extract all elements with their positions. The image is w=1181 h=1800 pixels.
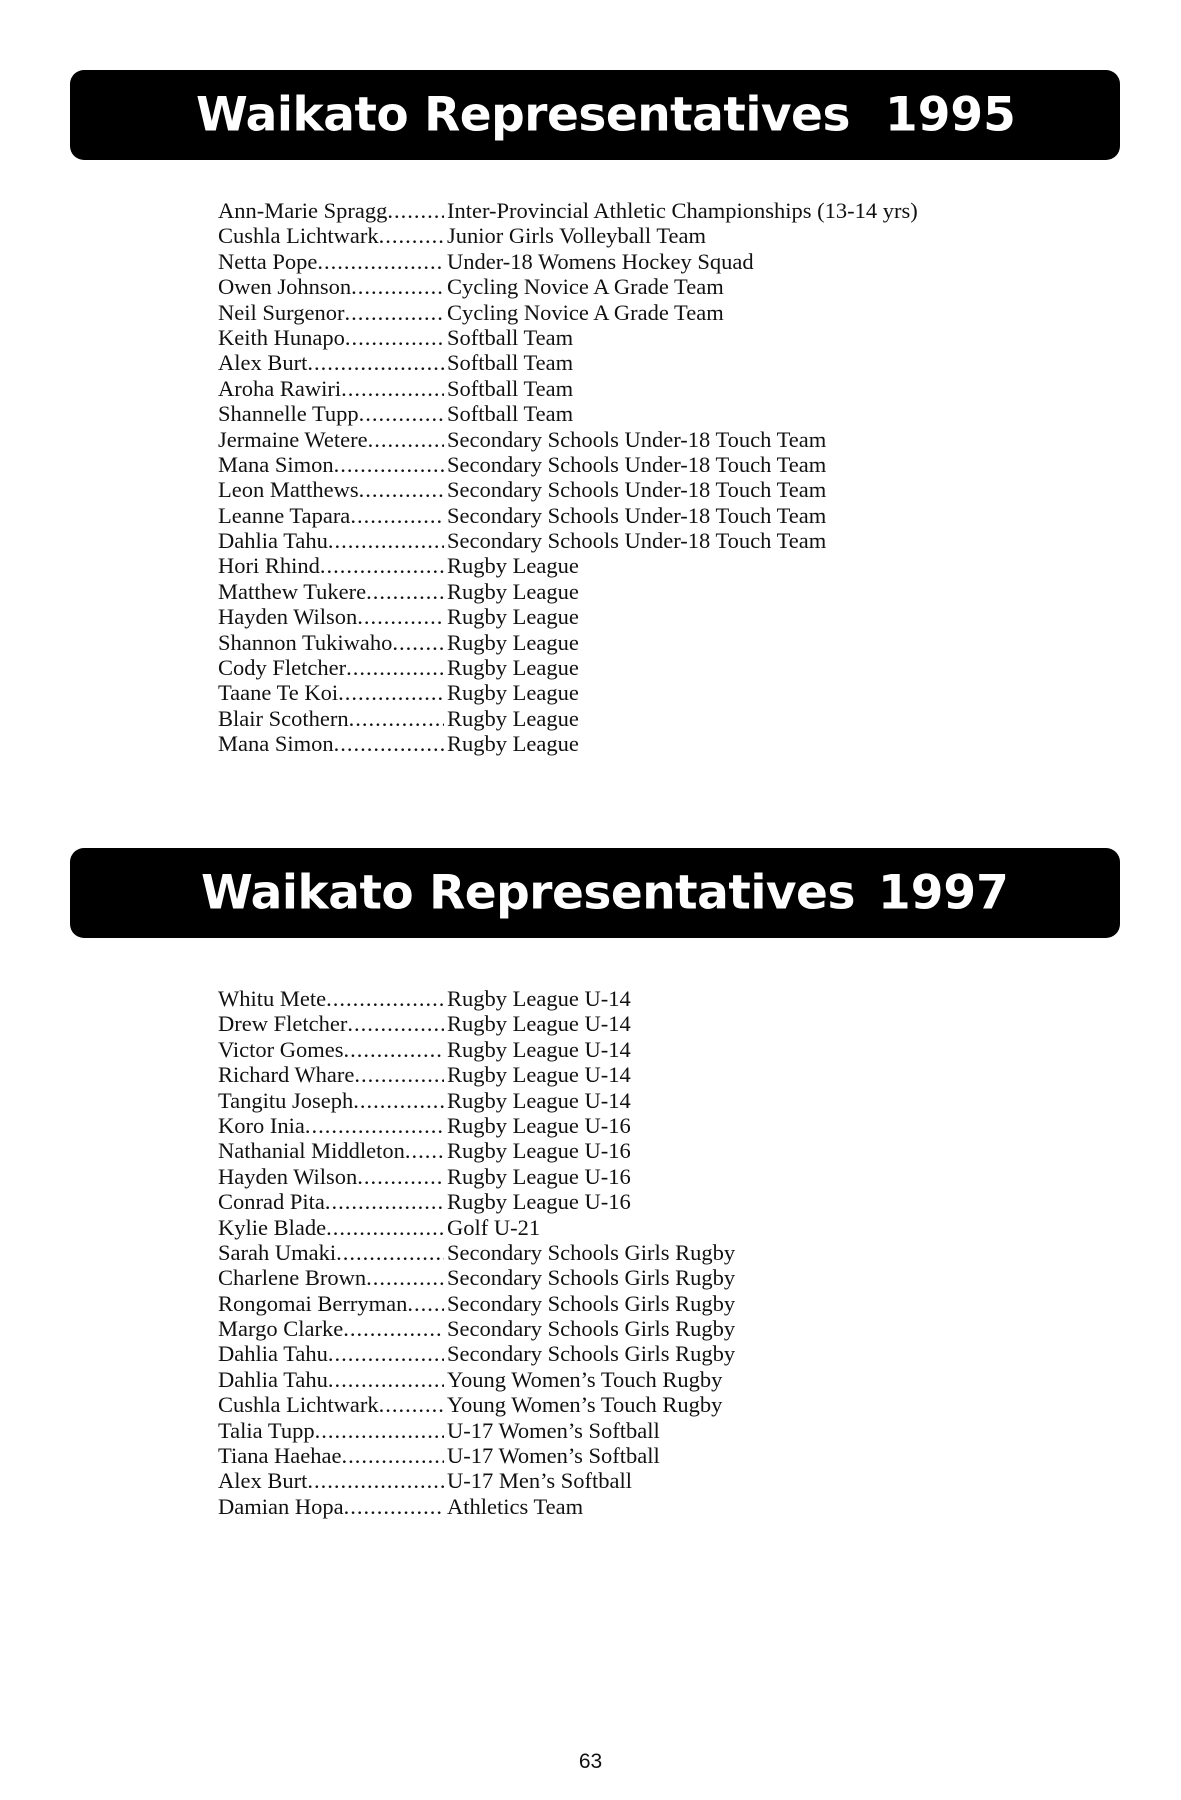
representative-event: Softball Team bbox=[447, 324, 574, 350]
representative-name: Richard Whare bbox=[218, 1062, 355, 1088]
representative-event: Secondary Schools Girls Rugby bbox=[447, 1290, 736, 1316]
dot-leader bbox=[315, 1418, 444, 1443]
representative-name: Cushla Lichtwark bbox=[218, 1392, 379, 1418]
representative-event: Rugby League U-16 bbox=[447, 1163, 631, 1189]
dot-leader bbox=[387, 198, 444, 223]
representative-event: Secondary Schools Under-18 Touch Team bbox=[447, 528, 827, 554]
representative-name: Ann-Marie Spragg bbox=[218, 198, 388, 223]
dot-leader bbox=[343, 1316, 444, 1341]
representative-name: Conrad Pita bbox=[218, 1189, 325, 1215]
list-item bbox=[218, 553, 978, 578]
list-item bbox=[218, 452, 978, 477]
representative-event: Rugby League U-16 bbox=[447, 1112, 631, 1138]
dot-leader bbox=[334, 731, 444, 756]
dot-leader bbox=[342, 1443, 445, 1468]
dot-leader bbox=[326, 986, 444, 1011]
representative-name: Tangitu Joseph bbox=[218, 1087, 354, 1113]
dot-leader bbox=[392, 630, 444, 655]
dot-leader bbox=[379, 1392, 444, 1417]
list-item bbox=[218, 503, 978, 528]
representative-name: Cushla Lichtwark bbox=[218, 223, 379, 249]
list-item bbox=[218, 579, 978, 604]
representative-name: Keith Hunapo bbox=[218, 324, 345, 350]
representative-event: Secondary Schools Girls Rugby bbox=[447, 1239, 736, 1265]
dot-leader bbox=[320, 553, 444, 578]
representative-name: Leon Matthews bbox=[218, 477, 359, 503]
dot-leader bbox=[351, 274, 444, 299]
dot-leader bbox=[307, 350, 444, 375]
representative-event: Rugby League bbox=[447, 553, 579, 579]
representative-name: Alex Burt bbox=[218, 350, 308, 376]
representative-event: Young Women’s Touch Rugby bbox=[447, 1366, 723, 1392]
representative-name: Kylie Blade bbox=[218, 1214, 327, 1240]
dot-leader bbox=[326, 1215, 444, 1240]
dot-leader bbox=[349, 706, 444, 731]
dot-leader bbox=[359, 477, 444, 502]
list-item bbox=[218, 655, 978, 680]
list-item bbox=[218, 630, 978, 655]
representative-event: Under-18 Womens Hockey Squad bbox=[447, 248, 754, 274]
list-item bbox=[218, 1392, 978, 1417]
list-item bbox=[218, 706, 978, 731]
representative-event: Secondary Schools Girls Rugby bbox=[447, 1265, 736, 1291]
list-item bbox=[218, 1468, 978, 1493]
representative-event: Rugby League U-16 bbox=[447, 1138, 631, 1164]
representative-event: Softball Team bbox=[447, 401, 574, 427]
representative-name: Taane Te Koi bbox=[218, 680, 339, 706]
representative-name: Sarah Umaki bbox=[218, 1239, 337, 1265]
representative-name: Mana Simon bbox=[218, 731, 334, 757]
dot-leader bbox=[357, 604, 444, 629]
dot-leader bbox=[350, 503, 444, 528]
section-title: Waikato Representatives bbox=[196, 87, 850, 143]
list-item bbox=[218, 249, 978, 274]
representatives-list-1997 bbox=[218, 986, 978, 1519]
dot-leader bbox=[345, 325, 444, 350]
representative-name: Jermaine Wetere bbox=[218, 426, 368, 452]
list-item bbox=[218, 1215, 978, 1240]
list-item bbox=[218, 223, 978, 248]
list-item bbox=[218, 477, 978, 502]
list-item bbox=[218, 604, 978, 629]
representative-event: U-17 Women’s Softball bbox=[447, 1443, 660, 1469]
representative-name: Shannelle Tupp bbox=[218, 401, 359, 427]
representative-event: Athletics Team bbox=[447, 1493, 584, 1519]
dot-leader bbox=[328, 528, 444, 553]
list-item bbox=[218, 1138, 978, 1163]
representative-event: Cycling Novice A Grade Team bbox=[447, 299, 724, 325]
representative-event: Secondary Schools Under-18 Touch Team bbox=[447, 426, 827, 452]
dot-leader bbox=[307, 1468, 444, 1493]
list-item bbox=[218, 1291, 978, 1316]
representative-name: Shannon Tukiwaho bbox=[218, 629, 393, 655]
representative-event: Junior Girls Volleyball Team bbox=[447, 223, 707, 249]
section-year: 1997 bbox=[878, 865, 1009, 921]
representative-name: Owen Johnson bbox=[218, 274, 352, 300]
representatives-list-1995 bbox=[218, 198, 978, 757]
representative-name: Drew Fletcher bbox=[218, 1011, 348, 1037]
representative-name: Rongomai Berryman bbox=[218, 1290, 408, 1316]
representative-name: Charlene Brown bbox=[218, 1265, 367, 1291]
representative-event: Rugby League bbox=[447, 680, 579, 706]
representative-name: Neil Surgenor bbox=[218, 299, 345, 325]
dot-leader bbox=[344, 1494, 444, 1519]
list-item bbox=[218, 1418, 978, 1443]
dot-leader bbox=[346, 655, 444, 680]
representative-name: Damian Hopa bbox=[218, 1493, 344, 1519]
representative-name: Dahlia Tahu bbox=[218, 528, 328, 554]
dot-leader bbox=[379, 223, 444, 248]
representative-name: Victor Gomes bbox=[218, 1036, 344, 1062]
section-banner-1995 bbox=[70, 70, 1120, 160]
list-item bbox=[218, 1443, 978, 1468]
dot-leader bbox=[344, 300, 444, 325]
representative-event: Softball Team bbox=[447, 375, 574, 401]
list-item bbox=[218, 1494, 978, 1519]
representative-event: U-17 Men’s Softball bbox=[447, 1468, 632, 1494]
list-item bbox=[218, 680, 978, 705]
representative-event: Softball Team bbox=[447, 350, 574, 376]
list-item bbox=[218, 731, 978, 756]
dot-leader bbox=[347, 1011, 444, 1036]
representative-name: Koro Inia bbox=[218, 1112, 305, 1138]
representative-event: Cycling Novice A Grade Team bbox=[447, 274, 724, 300]
representative-event: Rugby League bbox=[447, 629, 579, 655]
representative-name: Margo Clarke bbox=[218, 1316, 344, 1342]
representative-event: Rugby League bbox=[447, 731, 579, 757]
dot-leader bbox=[328, 1341, 444, 1366]
list-item bbox=[218, 1316, 978, 1341]
list-item bbox=[218, 1240, 978, 1265]
list-item bbox=[218, 1189, 978, 1214]
representative-name: Aroha Rawiri bbox=[218, 375, 342, 401]
representative-event: Rugby League U-14 bbox=[447, 986, 631, 1011]
dot-leader bbox=[359, 401, 444, 426]
list-item bbox=[218, 1164, 978, 1189]
representative-name: Netta Pope bbox=[218, 248, 318, 274]
representative-name: Dahlia Tahu bbox=[218, 1341, 328, 1367]
representative-event: Young Women’s Touch Rugby bbox=[447, 1392, 723, 1418]
page-number: 63 bbox=[578, 1750, 603, 1773]
representative-name: Hayden Wilson bbox=[218, 1163, 358, 1189]
representative-event: Secondary Schools Girls Rugby bbox=[447, 1341, 736, 1367]
representative-event: Rugby League bbox=[447, 655, 579, 681]
list-item bbox=[218, 528, 978, 553]
representative-name: Talia Tupp bbox=[218, 1417, 315, 1443]
list-item bbox=[218, 350, 978, 375]
section-banner-1997 bbox=[70, 848, 1120, 938]
representative-name: Cody Fletcher bbox=[218, 655, 347, 681]
dot-leader bbox=[325, 1189, 444, 1214]
list-item bbox=[218, 986, 978, 1011]
list-item bbox=[218, 300, 978, 325]
representative-event: Inter-Provincial Athletic Championships (13-14 yrs) bbox=[447, 198, 918, 223]
dot-leader bbox=[407, 1291, 444, 1316]
representative-name: Mana Simon bbox=[218, 451, 334, 477]
representative-event: Rugby League U-14 bbox=[447, 1011, 631, 1037]
list-item bbox=[218, 1265, 978, 1290]
list-item bbox=[218, 1011, 978, 1036]
representative-event: Rugby League bbox=[447, 578, 579, 604]
list-item bbox=[218, 1088, 978, 1113]
representative-name: Matthew Tukere bbox=[218, 578, 367, 604]
section-year: 1995 bbox=[885, 87, 1016, 143]
representative-name: Blair Scothern bbox=[218, 705, 349, 731]
representative-event: Secondary Schools Under-18 Touch Team bbox=[447, 502, 827, 528]
dot-leader bbox=[366, 579, 444, 604]
dot-leader bbox=[305, 1113, 444, 1138]
dot-leader bbox=[353, 1088, 444, 1113]
list-item bbox=[218, 1037, 978, 1062]
representative-event: Secondary Schools Under-18 Touch Team bbox=[447, 477, 827, 503]
dot-leader bbox=[354, 1062, 444, 1087]
representative-event: Rugby League U-14 bbox=[447, 1036, 631, 1062]
dot-leader bbox=[336, 1240, 444, 1265]
dot-leader bbox=[366, 1265, 444, 1290]
representative-event: Rugby League U-14 bbox=[447, 1062, 631, 1088]
list-item bbox=[218, 1367, 978, 1392]
list-item bbox=[218, 325, 978, 350]
list-item bbox=[218, 1062, 978, 1087]
dot-leader bbox=[405, 1138, 444, 1163]
dot-leader bbox=[328, 1367, 444, 1392]
representative-event: Secondary Schools Girls Rugby bbox=[447, 1316, 736, 1342]
list-item bbox=[218, 198, 978, 223]
representative-event: Secondary Schools Under-18 Touch Team bbox=[447, 451, 827, 477]
dot-leader bbox=[344, 1037, 445, 1062]
dot-leader bbox=[341, 376, 444, 401]
dot-leader bbox=[338, 680, 444, 705]
representative-name: Dahlia Tahu bbox=[218, 1366, 328, 1392]
representative-event: Golf U-21 bbox=[447, 1214, 541, 1240]
representative-name: Tiana Haehae bbox=[218, 1443, 342, 1469]
representative-event: Rugby League bbox=[447, 705, 579, 731]
representative-event: Rugby League U-16 bbox=[447, 1189, 631, 1215]
dot-leader bbox=[368, 427, 444, 452]
representative-event: Rugby League U-14 bbox=[447, 1087, 631, 1113]
representative-name: Leanne Tapara bbox=[218, 502, 351, 528]
dot-leader bbox=[317, 249, 444, 274]
dot-leader bbox=[357, 1164, 444, 1189]
list-item bbox=[218, 274, 978, 299]
dot-leader bbox=[334, 452, 444, 477]
list-item bbox=[218, 376, 978, 401]
representative-name: Hori Rhind bbox=[218, 553, 320, 579]
representative-name: Nathanial Middleton bbox=[218, 1138, 405, 1164]
list-item bbox=[218, 1113, 978, 1138]
list-item bbox=[218, 401, 978, 426]
section-title: Waikato Representatives bbox=[201, 865, 855, 921]
representative-event: U-17 Women’s Softball bbox=[447, 1417, 660, 1443]
list-item bbox=[218, 427, 978, 452]
representative-name: Alex Burt bbox=[218, 1468, 308, 1494]
representative-event: Rugby League bbox=[447, 604, 579, 630]
representative-name: Hayden Wilson bbox=[218, 604, 358, 630]
representative-name: Whitu Mete bbox=[218, 986, 327, 1011]
list-item bbox=[218, 1341, 978, 1366]
